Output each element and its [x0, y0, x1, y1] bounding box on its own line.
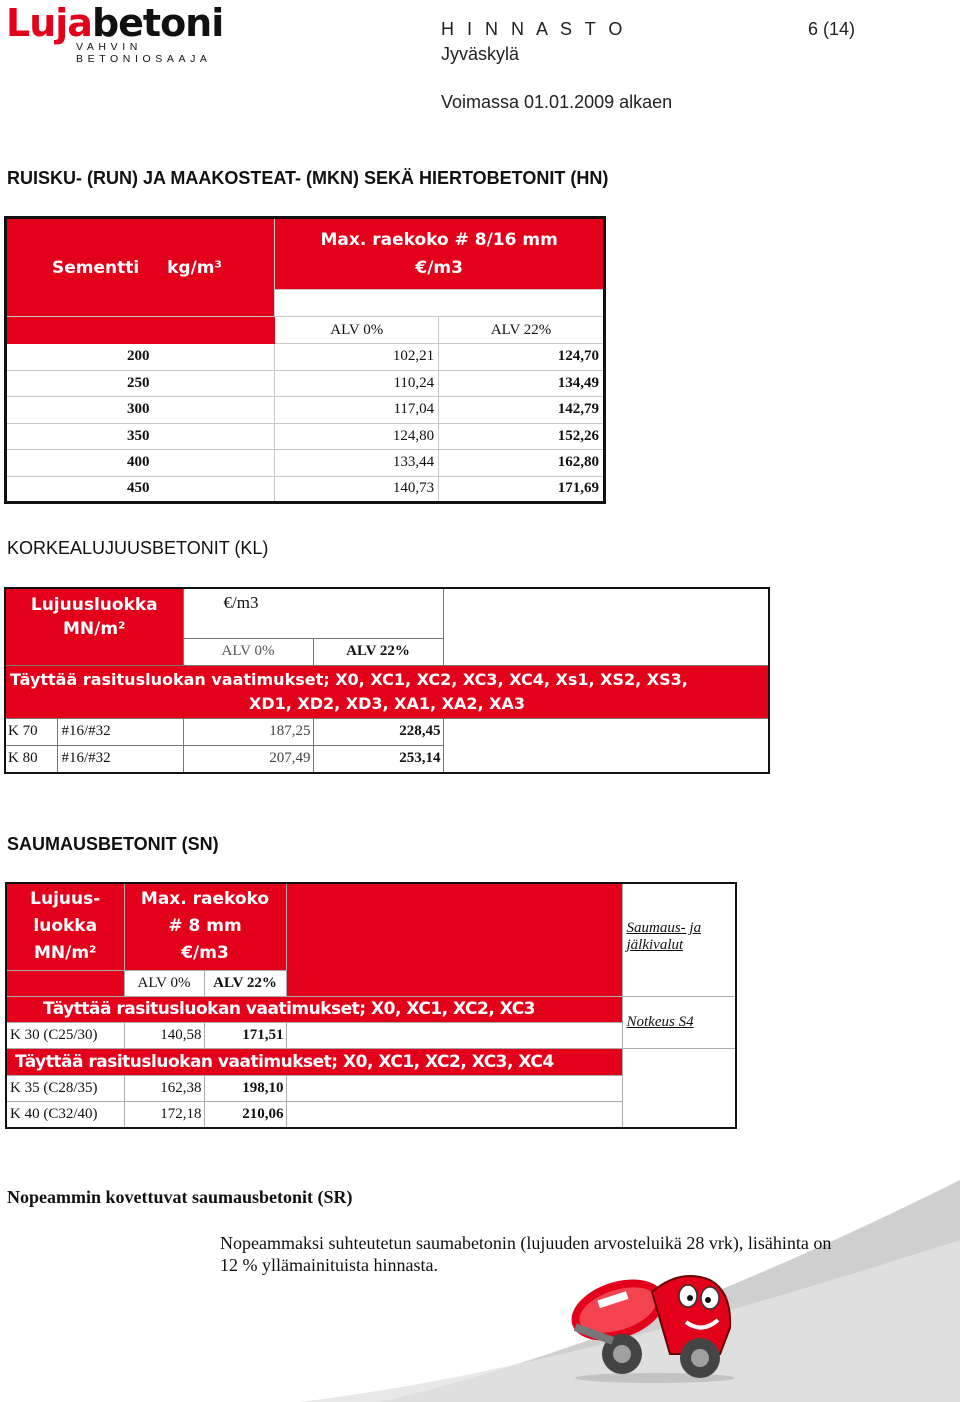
cement-value: 300	[6, 397, 275, 424]
mixer-truck-mascot-icon	[560, 1262, 750, 1384]
section4-title: Nopeammin kovettuvat saumausbetonit (SR)	[7, 1187, 353, 1207]
strength-class: K 35 (C28/35)	[6, 1075, 124, 1101]
section2-title: KORKEALUJUUSBETONIT (KL)	[7, 538, 269, 558]
empty-cell	[443, 588, 769, 665]
alv22-value: 124,70	[439, 344, 605, 371]
cement-unit-label: kg/m³	[167, 257, 222, 278]
cement-value: 200	[6, 344, 275, 371]
city-label: Jyväskylä	[441, 44, 520, 64]
strength-unit-label: MN/m²	[62, 619, 126, 639]
class-unit-label: MN/m²	[33, 943, 97, 963]
document-title: H I N N A S T O	[441, 19, 627, 39]
cement-label: Sementti	[52, 257, 140, 278]
alv0-value: 117,04	[275, 397, 439, 424]
alv22-value: 198,10	[204, 1075, 286, 1101]
logo-black-part: betoni	[91, 1, 224, 45]
joint-note-line1: Saumaus- ja	[626, 920, 702, 936]
alv0-header: ALV 0%	[124, 970, 204, 996]
alv22-header: ALV 22%	[313, 638, 443, 665]
high-strength-price-table	[4, 587, 770, 774]
strength-class: K 80	[5, 745, 57, 773]
alv0-value: 207,49	[183, 745, 313, 773]
requirement-banner-1: Täyttää rasitusluokan vaatimukset; X0, XC1, XC2, XC3	[6, 996, 622, 1022]
section1-title: RUISKU- (RUN) JA MAAKOSTEAT- (MKN) SEKÄ HIERTOBETONIT (HN)	[7, 168, 609, 188]
price-unit-header: €/m3	[183, 588, 443, 638]
max-aggregate-header	[275, 218, 605, 290]
joint-note	[622, 883, 736, 996]
alv0-header: ALV 0%	[275, 317, 439, 344]
empty-cell	[286, 1075, 622, 1101]
max-aggregate-label: Max. raekoko # 8/16 mm	[320, 230, 558, 250]
alv22-header: ALV 22%	[204, 970, 286, 996]
strength-class-label: Lujuusluokka	[30, 595, 158, 615]
alv0-value: 172,18	[124, 1101, 204, 1128]
price-unit-label: €/m3	[415, 258, 463, 278]
cement-value: 400	[6, 450, 275, 477]
alv22-value: 210,06	[204, 1101, 286, 1128]
price-unit-label: €/m3	[181, 943, 229, 963]
page-number: 6 (14)	[808, 19, 856, 39]
alv0-value: 102,21	[275, 344, 439, 371]
strength-class-header	[6, 883, 124, 970]
alv0-value: 140,73	[275, 476, 439, 503]
joint-concrete-price-table	[5, 882, 737, 1129]
logo-red-part: Luja	[6, 1, 92, 45]
empty-cell	[286, 1101, 622, 1128]
alv22-value: 253,14	[313, 745, 443, 773]
requirement-banner-2: Täyttää rasitusluokan vaatimukset; X0, XC1, XC2, XC3, XC4	[6, 1048, 622, 1075]
alv0-value: 162,38	[124, 1075, 204, 1101]
strength-class-header	[5, 588, 183, 665]
empty-header-cell	[6, 317, 275, 344]
cement-value: 350	[6, 423, 275, 450]
requirement-line1: Täyttää rasitusluokan vaatimukset; X0, XC1, XC2, XC3, XC4, Xs1, XS2, XS3,	[10, 669, 688, 689]
alv22-value: 162,80	[439, 450, 605, 477]
empty-cell	[443, 718, 769, 745]
valid-from-label: Voimassa 01.01.2009 alkaen	[441, 92, 673, 112]
alv0-value: 110,24	[275, 370, 439, 397]
strength-class: K 30 (C25/30)	[6, 1022, 124, 1048]
alv0-header: ALV 0%	[183, 638, 313, 665]
requirement-line2: XD1, XD2, XD3, XA1, XA2, XA3	[248, 693, 526, 713]
empty-red-cell	[286, 883, 622, 996]
alv0-value: 187,25	[183, 718, 313, 745]
joint-note-line2: jälkivalut	[626, 937, 684, 953]
consistency-note	[622, 996, 736, 1048]
max-aggregate-label: Max. raekoko	[140, 889, 270, 909]
logo-tagline: VAHVIN BETONIOSAAJA	[76, 41, 212, 65]
alv0-value: 124,80	[275, 423, 439, 450]
cement-value: 250	[6, 370, 275, 397]
alv22-value: 142,79	[439, 397, 605, 424]
strength-class: K 70	[5, 718, 57, 745]
section4-text-line2: 12 % yllämainituista hinnasta.	[220, 1255, 438, 1275]
max-aggregate-header	[124, 883, 286, 970]
alv0-value: 140,58	[124, 1022, 204, 1048]
requirement-banner	[5, 665, 769, 718]
alv22-value: 228,45	[313, 718, 443, 745]
section3-title: SAUMAUSBETONIT (SN)	[7, 834, 219, 854]
class-label-line1: Lujuus-	[30, 889, 101, 909]
empty-cell	[443, 745, 769, 773]
cement-header	[6, 218, 275, 317]
strength-class: K 40 (C32/40)	[6, 1101, 124, 1128]
alv22-header: ALV 22%	[439, 317, 605, 344]
alv22-value: 171,51	[204, 1022, 286, 1048]
class-label-line2: luokka	[33, 916, 98, 936]
company-logo	[6, 1, 246, 65]
spray-concrete-price-table	[4, 216, 606, 504]
consistency-note-text: Notkeus S4	[626, 1013, 694, 1030]
empty-red-cell	[6, 970, 124, 996]
alv0-value: 133,44	[275, 450, 439, 477]
aggregate-size: #16/#32	[57, 718, 183, 745]
alv22-value: 152,26	[439, 423, 605, 450]
alv22-value: 134,49	[439, 370, 605, 397]
alv22-value: 171,69	[439, 476, 605, 503]
aggregate-size-label: # 8 mm	[168, 916, 242, 936]
cement-value: 450	[6, 476, 275, 503]
aggregate-size: #16/#32	[57, 745, 183, 773]
section4-text-line1: Nopeammaksi suhteutetun saumabetonin (lujuuden arvosteluikä 28 vrk), lisähinta on	[220, 1233, 832, 1253]
empty-cell	[286, 1022, 622, 1048]
empty-cell	[622, 1048, 736, 1128]
